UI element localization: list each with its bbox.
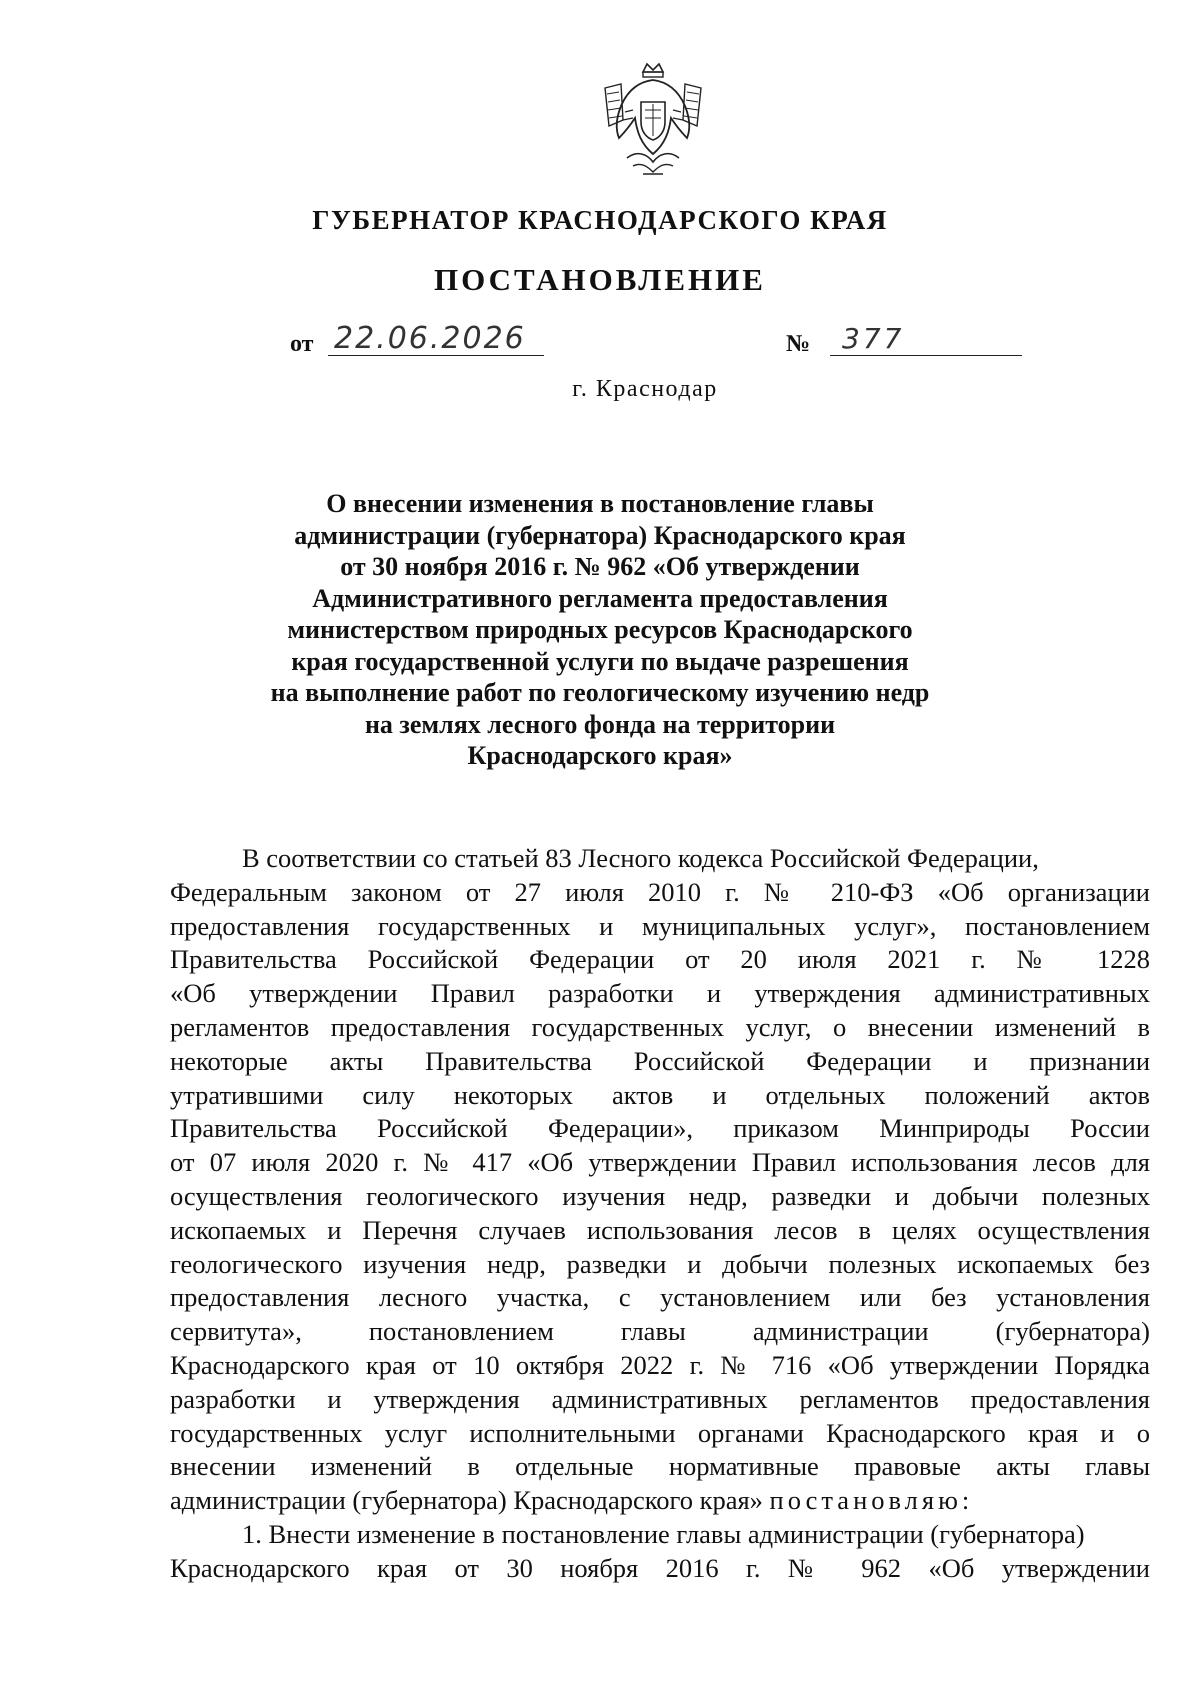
item-line: 1. Внести изменение в постановление главы администрации (губернатора) (242, 1518, 1085, 1549)
body-line: внесении изменений в отдельные нормативные правовые акты главы (170, 1451, 1150, 1482)
city-label: г. Краснодар (572, 376, 718, 402)
date-number-row (290, 323, 1030, 363)
body-line: от 07 июля 2020 г. № 417 «Об утверждении Правил использования лесов для (170, 1147, 1150, 1178)
date-label: от (290, 331, 314, 357)
title-line: Краснодарского края» (467, 741, 733, 770)
body-line: предоставления государственных и муниципальных услуг», постановлением (170, 910, 1150, 941)
body-line: Федеральным законом от 27 июля 2010 г. № 210-ФЗ «Об организации (170, 876, 1150, 907)
title-line: О внесении изменения в постановление главы (326, 489, 874, 518)
body-line: геологического изучения недр, разведки и добычи полезных ископаемых без (170, 1248, 1150, 1279)
body-line: Правительства Российской Федерации от 20 июля 2021 г. № 1228 (170, 944, 1150, 975)
title-line: администрации (губернатора) Краснодарского края (294, 520, 906, 550)
title-line: на выполнение работ по геологическому изучению недр (270, 678, 930, 707)
item-line: Краснодарского края от 30 ноября 2016 г. № 962 «Об утверждении (170, 1552, 1150, 1583)
body-line: Краснодарского края от 10 октября 2022 г. № 716 «Об утверждении Порядка (170, 1349, 1150, 1380)
title-line: Административного регламента предоставления (312, 583, 888, 613)
body-line: ископаемых и Перечня случаев использования лесов в целях осуществления (170, 1214, 1150, 1245)
number-label: № (786, 331, 811, 357)
authority-title: ГУБЕРНАТОР КРАСНОДАРСКОГО КРАЯ (312, 205, 888, 235)
title-line: края государственной услуги по выдаче разрешения (291, 646, 909, 676)
body-text (170, 842, 1150, 1586)
resolution-title (200, 488, 1000, 772)
body-line: регламентов предоставления государственных услуг, о внесении изменений в (170, 1011, 1150, 1042)
body-line: государственных услуг исполнительными органами Краснодарского края и о (170, 1417, 1150, 1448)
body-line: В соответствии со статьей 83 Лесного кодекса Российской Федерации, (242, 843, 1039, 873)
body-line: осуществления геологического изучения недр, разведки и добычи полезных (170, 1180, 1150, 1211)
body-line: Правительства Российской Федерации», приказом Минприроды России (170, 1113, 1150, 1144)
body-line-final (170, 1484, 1150, 1518)
number-value: 377 (830, 323, 1022, 356)
title-line: министерством природных ресурсов Краснодарского (287, 615, 913, 644)
document-type: ПОСТАНОВЛЕНИЕ (434, 262, 766, 297)
body-line: разработки и утверждения административных регламентов предоставления (170, 1383, 1150, 1414)
body-line: администрации (губернатора) Краснодарского края» (170, 1485, 763, 1516)
decree-word: постановляю: (769, 1485, 974, 1516)
body-line: сервитута», постановлением главы администрации (губернатора) (170, 1316, 1150, 1347)
body-line: некоторые акты Правительства Российской Федерации и признании (170, 1045, 1150, 1076)
body-line: «Об утверждении Правил разработки и утверждения административных (170, 978, 1150, 1009)
body-line: утратившими силу некоторых актов и отдельных положений актов (170, 1079, 1150, 1110)
body-line: предоставления лесного участка, с установлением или без установления (170, 1282, 1150, 1313)
coat-of-arms-icon (597, 62, 709, 180)
title-line: от 30 ноября 2016 г. № 962 «Об утверждении (340, 552, 860, 581)
date-value: 22.06.2026 (328, 323, 544, 356)
title-line: на землях лесного фонда на территории (364, 709, 836, 739)
